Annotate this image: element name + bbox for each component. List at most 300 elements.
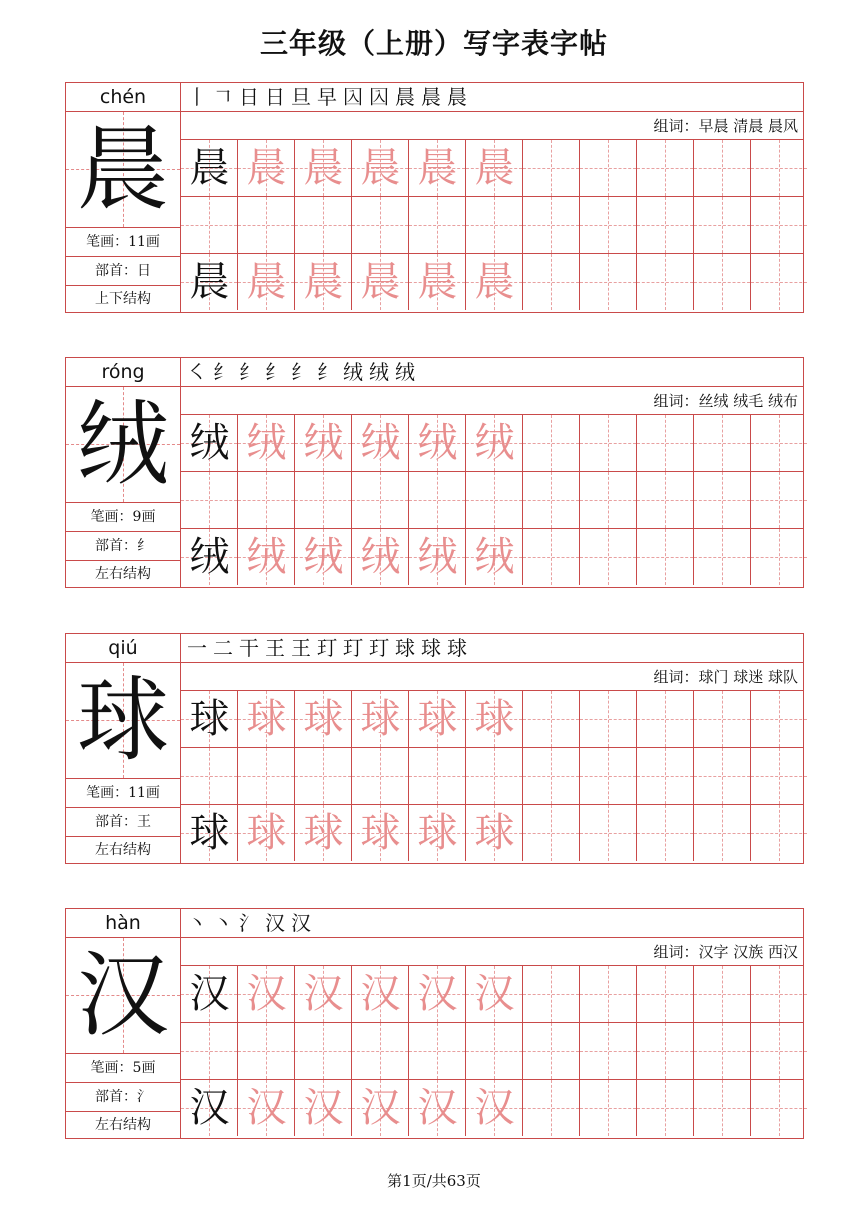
practice-cell[interactable] [523, 805, 580, 861]
stroke-step: 丶 [187, 911, 207, 935]
word-row [181, 112, 803, 140]
practice-cell[interactable] [181, 140, 238, 196]
trace-character: 绒 [474, 534, 515, 580]
practice-cell[interactable] [637, 966, 694, 1022]
stroke-order-row [181, 634, 803, 663]
practice-cell[interactable] [751, 805, 807, 861]
radical: 部首：日 [66, 257, 180, 286]
practice-row [181, 415, 803, 472]
practice-cell[interactable] [181, 529, 238, 585]
practice-row [181, 691, 803, 748]
practice-cell[interactable] [637, 1080, 694, 1136]
practice-cell[interactable] [637, 805, 694, 861]
practice-cell[interactable] [238, 415, 295, 471]
practice-cell[interactable] [295, 805, 352, 861]
guide-line [694, 557, 750, 558]
practice-row [181, 1080, 803, 1136]
guide-line [352, 776, 408, 777]
practice-cell[interactable] [352, 254, 409, 310]
practice-cell[interactable] [295, 472, 352, 528]
practice-cell[interactable] [295, 748, 352, 804]
trace-character: 球 [246, 696, 287, 742]
practice-cell[interactable] [694, 529, 751, 585]
model-character: 球 [189, 696, 230, 742]
practice-cell[interactable] [295, 415, 352, 471]
guide-line [637, 1108, 693, 1109]
practice-cell[interactable] [352, 472, 409, 528]
practice-cell[interactable] [580, 966, 637, 1022]
main-character-box [66, 663, 180, 779]
practice-cell[interactable] [523, 140, 580, 196]
structure: 左右结构 [95, 566, 151, 582]
practice-cell[interactable] [352, 415, 409, 471]
guide-line [409, 500, 465, 501]
practice-cell[interactable] [694, 691, 751, 747]
practice-cell[interactable] [580, 197, 637, 253]
guide-line [181, 225, 237, 226]
trace-character: 晨 [417, 145, 458, 191]
stroke-step: 球 [421, 636, 441, 660]
practice-cell[interactable] [751, 966, 807, 1022]
character-card [65, 633, 804, 864]
guide-line [637, 1051, 693, 1052]
character-info-panel [66, 83, 181, 312]
stroke-step: 汉 [291, 911, 311, 935]
practice-cell[interactable] [181, 1023, 238, 1079]
practice-cell[interactable] [352, 529, 409, 585]
practice-cell[interactable] [580, 140, 637, 196]
practice-cell[interactable] [466, 805, 523, 861]
practice-cell[interactable] [409, 415, 466, 471]
stroke-step: 球 [447, 636, 467, 660]
guide-line [523, 833, 579, 834]
practice-row [181, 529, 803, 585]
practice-cell[interactable] [238, 966, 295, 1022]
practice-cell[interactable] [694, 1023, 751, 1079]
guide-line [580, 719, 636, 720]
practice-cell[interactable] [637, 415, 694, 471]
practice-cell[interactable] [751, 691, 807, 747]
stroke-step: 日 [239, 85, 259, 109]
guide-line [409, 225, 465, 226]
page-number: 第1页/共63页 [387, 1172, 481, 1190]
practice-cell[interactable] [295, 1080, 352, 1136]
writing-grid-panel [181, 634, 803, 863]
practice-cell[interactable] [751, 472, 807, 528]
practice-cell[interactable] [466, 197, 523, 253]
stroke-step: 纟 [239, 360, 259, 384]
practice-cell[interactable] [523, 415, 580, 471]
practice-cell[interactable] [409, 529, 466, 585]
practice-cell[interactable] [466, 1023, 523, 1079]
stroke-step: 丶 [213, 911, 233, 935]
practice-cell[interactable] [466, 140, 523, 196]
guide-line [751, 1108, 807, 1109]
practice-cell[interactable] [580, 529, 637, 585]
model-character: 晨 [189, 259, 230, 305]
guide-line [238, 776, 294, 777]
practice-cell[interactable] [523, 966, 580, 1022]
practice-cell[interactable] [352, 691, 409, 747]
guide-line [751, 994, 807, 995]
guide-line [751, 282, 807, 283]
practice-row [181, 1023, 803, 1080]
guide-line [181, 1051, 237, 1052]
practice-cell[interactable] [238, 197, 295, 253]
practice-cell[interactable] [409, 197, 466, 253]
guide-line [580, 557, 636, 558]
character-info-panel [66, 634, 181, 863]
practice-cell[interactable] [352, 966, 409, 1022]
guide-line [694, 443, 750, 444]
trace-character: 球 [360, 810, 401, 856]
practice-cell[interactable] [580, 805, 637, 861]
practice-cell[interactable] [409, 966, 466, 1022]
stroke-step: 𠃍 [213, 85, 233, 109]
practice-cell[interactable] [181, 805, 238, 861]
trace-character: 晨 [417, 259, 458, 305]
practice-cell[interactable] [181, 197, 238, 253]
stroke-step: 纟 [317, 360, 337, 384]
word-examples: 组词：球门 球迷 球队 [653, 668, 798, 686]
practice-cell[interactable] [580, 1023, 637, 1079]
trace-character: 汉 [246, 971, 287, 1017]
practice-cell[interactable] [580, 1080, 637, 1136]
practice-row [181, 966, 803, 1023]
character-info-panel [66, 358, 181, 587]
trace-character: 晨 [303, 259, 344, 305]
practice-cell[interactable] [637, 197, 694, 253]
word-examples: 组词：丝绒 绒毛 绒布 [653, 392, 798, 410]
stroke-step: 玎 [369, 636, 389, 660]
guide-line [352, 500, 408, 501]
practice-cell[interactable] [751, 254, 807, 310]
practice-cell[interactable] [523, 1080, 580, 1136]
guide-line [751, 225, 807, 226]
trace-character: 绒 [303, 420, 344, 466]
practice-cell[interactable] [238, 691, 295, 747]
main-character-box [66, 112, 180, 228]
practice-cell[interactable] [751, 197, 807, 253]
stroke-step: 早 [317, 85, 337, 109]
guide-line [637, 168, 693, 169]
trace-character: 球 [246, 810, 287, 856]
writing-grid-panel [181, 358, 803, 587]
stroke-step: 纟 [213, 360, 233, 384]
stroke-step: 𡆣 [369, 85, 389, 109]
stroke-count: 笔画：11画 [66, 228, 180, 257]
trace-character: 绒 [417, 534, 458, 580]
trace-character: 晨 [246, 145, 287, 191]
page-title: 三年级（上册）写字表字帖 [259, 27, 608, 60]
practice-row [181, 805, 803, 861]
guide-line [751, 443, 807, 444]
radical: 部首：王 [66, 808, 180, 837]
trace-character: 晨 [360, 259, 401, 305]
practice-cell[interactable] [238, 805, 295, 861]
practice-cell[interactable] [580, 472, 637, 528]
guide-line [409, 1051, 465, 1052]
trace-character: 球 [474, 696, 515, 742]
practice-cell[interactable] [751, 1023, 807, 1079]
guide-line [694, 168, 750, 169]
practice-cell[interactable] [409, 1080, 466, 1136]
practice-cell[interactable] [523, 748, 580, 804]
stroke-step: 氵 [239, 911, 259, 935]
practice-cell[interactable] [523, 472, 580, 528]
practice-cell[interactable] [637, 254, 694, 310]
practice-cell[interactable] [238, 472, 295, 528]
guide-line [580, 1051, 636, 1052]
practice-cell[interactable] [694, 472, 751, 528]
stroke-step: 王 [265, 636, 285, 660]
trace-character: 绒 [360, 534, 401, 580]
practice-row [181, 197, 803, 254]
practice-cell[interactable] [295, 691, 352, 747]
guide-line [694, 994, 750, 995]
trace-character: 汉 [360, 1085, 401, 1131]
model-character: 汉 [189, 1085, 230, 1131]
practice-cell[interactable] [466, 254, 523, 310]
structure: 左右结构 [95, 842, 151, 858]
guide-line [295, 225, 351, 226]
guide-line [694, 776, 750, 777]
stroke-step: 王 [291, 636, 311, 660]
character-card [65, 357, 804, 588]
guide-line [466, 1051, 522, 1052]
practice-cell[interactable] [466, 472, 523, 528]
stroke-step: 日 [265, 85, 285, 109]
practice-cell[interactable] [352, 1080, 409, 1136]
practice-cell[interactable] [295, 140, 352, 196]
practice-cell[interactable] [580, 415, 637, 471]
guide-line [295, 500, 351, 501]
trace-character: 汉 [474, 1085, 515, 1131]
practice-cell[interactable] [181, 472, 238, 528]
practice-cell[interactable] [751, 415, 807, 471]
practice-cell[interactable] [580, 748, 637, 804]
guide-line [466, 500, 522, 501]
stroke-step: 丨 [187, 85, 207, 109]
practice-cell[interactable] [751, 748, 807, 804]
word-row [181, 663, 803, 691]
guide-line [523, 225, 579, 226]
practice-cell[interactable] [523, 197, 580, 253]
practice-cell[interactable] [409, 140, 466, 196]
practice-cell[interactable] [352, 1023, 409, 1079]
structure: 上下结构 [95, 291, 151, 307]
guide-line [352, 225, 408, 226]
practice-cell[interactable] [637, 1023, 694, 1079]
guide-line [295, 1051, 351, 1052]
practice-cell[interactable] [295, 197, 352, 253]
guide-line [751, 168, 807, 169]
word-examples: 组词：汉字 汉族 西汉 [653, 943, 798, 961]
practice-cell[interactable] [523, 691, 580, 747]
guide-line [523, 776, 579, 777]
guide-line [238, 500, 294, 501]
practice-cell[interactable] [295, 1023, 352, 1079]
practice-cell[interactable] [238, 1080, 295, 1136]
main-character-box [66, 387, 180, 503]
stroke-step: 汉 [265, 911, 285, 935]
practice-cell[interactable] [694, 415, 751, 471]
guide-line [181, 500, 237, 501]
practice-row [181, 472, 803, 529]
guide-line [637, 557, 693, 558]
trace-character: 晨 [246, 259, 287, 305]
trace-character: 晨 [303, 145, 344, 191]
guide-line [523, 168, 579, 169]
guide-line [751, 1051, 807, 1052]
trace-character: 汉 [417, 971, 458, 1017]
character-card [65, 82, 804, 313]
stroke-step: 绒 [343, 360, 363, 384]
pinyin-label: qiú [66, 634, 180, 663]
practice-cell[interactable] [181, 966, 238, 1022]
practice-cell[interactable] [352, 140, 409, 196]
radical: 部首：纟 [66, 532, 180, 561]
stroke-step: 晨 [421, 85, 441, 109]
pinyin-label: hàn [66, 909, 180, 938]
practice-cell[interactable] [637, 472, 694, 528]
practice-cell[interactable] [523, 254, 580, 310]
guide-line [409, 776, 465, 777]
model-character: 汉 [189, 971, 230, 1017]
practice-cell[interactable] [295, 529, 352, 585]
guide-line [523, 1051, 579, 1052]
stroke-order-row [181, 83, 803, 112]
practice-cell[interactable] [238, 1023, 295, 1079]
practice-cell[interactable] [409, 748, 466, 804]
stroke-count: 笔画：5画 [66, 1054, 180, 1083]
guide-line [637, 443, 693, 444]
practice-cell[interactable] [409, 1023, 466, 1079]
practice-cell[interactable] [352, 748, 409, 804]
stroke-step: 球 [395, 636, 415, 660]
guide-line [637, 776, 693, 777]
guide-line [580, 225, 636, 226]
practice-cell[interactable] [694, 966, 751, 1022]
practice-cell[interactable] [637, 140, 694, 196]
practice-cell[interactable] [352, 197, 409, 253]
guide-line [751, 719, 807, 720]
trace-character: 汉 [303, 1085, 344, 1131]
guide-line [466, 225, 522, 226]
stroke-count: 笔画：9画 [66, 503, 180, 532]
guide-line [523, 557, 579, 558]
practice-cell[interactable] [694, 197, 751, 253]
guide-line [751, 557, 807, 558]
practice-cell[interactable] [352, 805, 409, 861]
practice-cell[interactable] [751, 1080, 807, 1136]
practice-cell[interactable] [409, 254, 466, 310]
practice-cell[interactable] [409, 691, 466, 747]
practice-cell[interactable] [466, 966, 523, 1022]
practice-cell[interactable] [238, 529, 295, 585]
trace-character: 球 [360, 696, 401, 742]
trace-character: 球 [303, 810, 344, 856]
practice-cell[interactable] [238, 254, 295, 310]
trace-character: 晨 [474, 259, 515, 305]
practice-cell[interactable] [295, 966, 352, 1022]
practice-cell[interactable] [523, 529, 580, 585]
word-row [181, 387, 803, 415]
practice-cell[interactable] [295, 254, 352, 310]
practice-cell[interactable] [694, 1080, 751, 1136]
guide-line [694, 1051, 750, 1052]
trace-character: 绒 [246, 420, 287, 466]
practice-cell[interactable] [694, 140, 751, 196]
guide-line [295, 776, 351, 777]
trace-character: 球 [417, 810, 458, 856]
practice-cell[interactable] [181, 254, 238, 310]
stroke-order-row [181, 909, 803, 938]
guide-line [580, 168, 636, 169]
practice-cell[interactable] [523, 1023, 580, 1079]
guide-line [181, 776, 237, 777]
practice-cell[interactable] [580, 691, 637, 747]
trace-character: 球 [474, 810, 515, 856]
trace-character: 汉 [303, 971, 344, 1017]
practice-cell[interactable] [751, 140, 807, 196]
practice-cell[interactable] [694, 748, 751, 804]
guide-line [637, 500, 693, 501]
practice-cell[interactable] [181, 748, 238, 804]
guide-line [751, 500, 807, 501]
practice-cell[interactable] [694, 254, 751, 310]
trace-character: 晨 [360, 145, 401, 191]
guide-line [694, 719, 750, 720]
practice-cell[interactable] [466, 1080, 523, 1136]
practice-cell[interactable] [637, 748, 694, 804]
guide-line [352, 1051, 408, 1052]
practice-cell[interactable] [637, 529, 694, 585]
character-card [65, 908, 804, 1139]
practice-cell[interactable] [694, 805, 751, 861]
practice-cell[interactable] [238, 140, 295, 196]
practice-cell[interactable] [580, 254, 637, 310]
trace-character: 绒 [303, 534, 344, 580]
guide-line [751, 833, 807, 834]
practice-cell[interactable] [466, 691, 523, 747]
guide-line [580, 443, 636, 444]
main-character-box [66, 938, 180, 1054]
practice-cell[interactable] [409, 472, 466, 528]
practice-cell[interactable] [466, 415, 523, 471]
practice-cell[interactable] [409, 805, 466, 861]
practice-cell[interactable] [181, 1080, 238, 1136]
guide-line [523, 719, 579, 720]
practice-cell[interactable] [466, 529, 523, 585]
practice-cell[interactable] [238, 748, 295, 804]
practice-cell[interactable] [466, 748, 523, 804]
stroke-step: 绒 [369, 360, 389, 384]
stroke-step: 玎 [343, 636, 363, 660]
practice-cell[interactable] [181, 691, 238, 747]
guide-line [580, 833, 636, 834]
guide-line [523, 1108, 579, 1109]
stroke-order-row [181, 358, 803, 387]
practice-cell[interactable] [181, 415, 238, 471]
practice-cell[interactable] [637, 691, 694, 747]
trace-character: 绒 [246, 534, 287, 580]
stroke-step: 晨 [395, 85, 415, 109]
practice-cell[interactable] [751, 529, 807, 585]
stroke-step: ㇛ [187, 360, 207, 384]
radical: 部首：氵 [66, 1083, 180, 1112]
guide-line [466, 776, 522, 777]
